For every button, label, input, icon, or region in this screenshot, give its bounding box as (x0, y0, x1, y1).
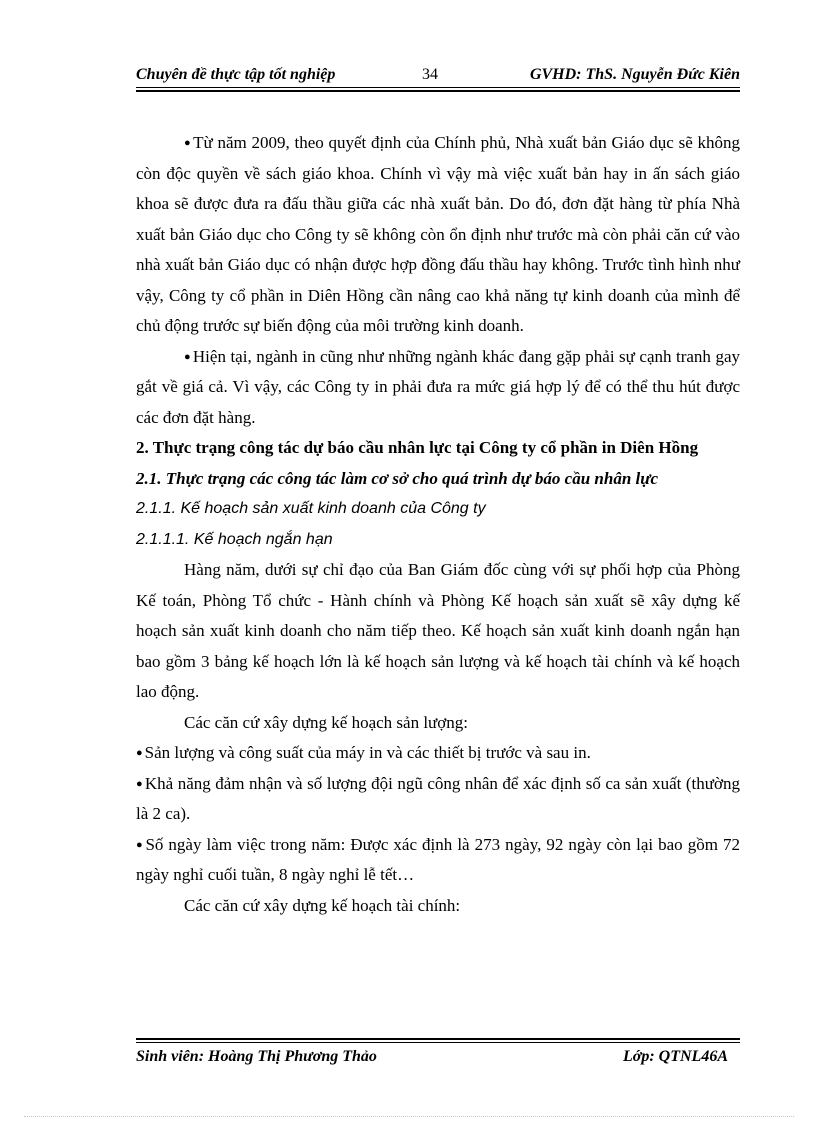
bullet-item (136, 738, 740, 769)
page-edge-dotted-line (24, 1116, 794, 1117)
paragraph-text: Hiện tại, ngành in cũng như những ngành khác đang gặp phải sự cạnh tranh gay gắt về giá cả. Vì vậy, các Công ty in phải đưa ra mức giá hợp lý để có thể thu hút được các đơn đặt hàng. (136, 346, 740, 427)
bullet-text: Sản lượng và công suất của máy in và các thiết bị trước và sau in. (144, 743, 591, 762)
page-number: 34 (422, 66, 438, 83)
header-rule-thin (136, 87, 740, 88)
section-heading-2-1-1: 2.1.1. Kế hoạch sản xuất kinh doanh của Công ty (136, 500, 486, 517)
footer-student: Sinh viên: Hoàng Thị Phương Thảo (136, 1048, 377, 1065)
bullet-item (136, 769, 740, 830)
section-heading-2-1-1-1: 2.1.1.1. Kế hoạch ngắn hạn (136, 530, 333, 548)
bullet-icon: ● (184, 137, 192, 149)
section-heading-2: 2. Thực trạng công tác dự báo cầu nhân lực tại Công ty cổ phần in Diên Hồng (136, 438, 699, 457)
paragraph: Các căn cứ xây dựng kế hoạch tài chính: (184, 895, 461, 915)
header-title: Chuyên đề thực tập tốt nghiệp (136, 66, 336, 83)
bullet-item (136, 830, 740, 891)
footer-rule-thick (136, 1038, 740, 1040)
header-rule-thick (136, 90, 740, 92)
page-footer (136, 1046, 740, 1068)
paragraph: Hàng năm, dưới sự chỉ đạo của Ban Giám đốc cùng với sự phối hợp của Phòng Kế toán, Phòng Tổ chức - Hành chính và Phòng Kế hoạch sản xuất sẽ xây dựng kế hoạch sản xuất kinh doanh cho năm tiếp theo. Kế hoạch sản xuất kinh doanh ngắn hạn bao gồm 3 bảng kế hoạch lớn là kế hoạch sản lượng và kế hoạch tài chính và kế hoạch lao động. (136, 560, 740, 701)
bullet-icon: ● (136, 777, 143, 790)
paragraph-text: Từ năm 2009, theo quyết định của Chính phủ, Nhà xuất bản Giáo dục sẽ không còn độc quyền về sách giáo khoa. Chính vì vậy mà việc xuất bản hay in ấn sách giáo khoa sẽ được đưa ra đấu thầu giữa các nhà xuất bản. Do đó, đơn đặt hàng từ phía Nhà xuất bản Giáo dục cho Công ty sẽ không còn ổn định như trước mà còn phải căn cứ vào nhà xuất bản Giáo dục có nhận được hợp đồng đấu thầu hay không. Trước tình hình như vậy, Công ty cổ phần in Diên Hồng cần nâng cao khả năng tự kinh doanh của mình để chủ động trước sự biến động của môi trường kinh doanh. (136, 133, 740, 335)
section-heading-2-1: 2.1. Thực trạng các công tác làm cơ sở cho quá trình dự báo cầu nhân lực (136, 468, 659, 488)
bullet-text: Số ngày làm việc trong năm: Được xác định là 273 ngày, 92 ngày còn lại bao gồm 72 ngày nghỉ cuối tuần, 8 ngày nghỉ lễ tết… (136, 834, 740, 884)
bullet-icon: ● (136, 838, 144, 851)
bullet-paragraph (136, 342, 740, 434)
bullet-paragraph (136, 128, 740, 342)
page-header (136, 64, 740, 86)
footer-class: Lớp: QTNL46A (622, 1048, 728, 1065)
paragraph: Các căn cứ xây dựng kế hoạch sản lượng: (184, 712, 468, 732)
header-advisor: GVHD: ThS. Nguyễn Đức Kiên (529, 66, 740, 83)
bullet-text: Khả năng đảm nhận và số lượng đội ngũ công nhân để xác định số ca sản xuất (thường là 2 ca). (136, 773, 740, 823)
document-body (136, 128, 740, 921)
bullet-icon: ● (184, 350, 191, 363)
bullet-icon: ● (136, 747, 143, 759)
footer-rule-thin (136, 1042, 740, 1043)
